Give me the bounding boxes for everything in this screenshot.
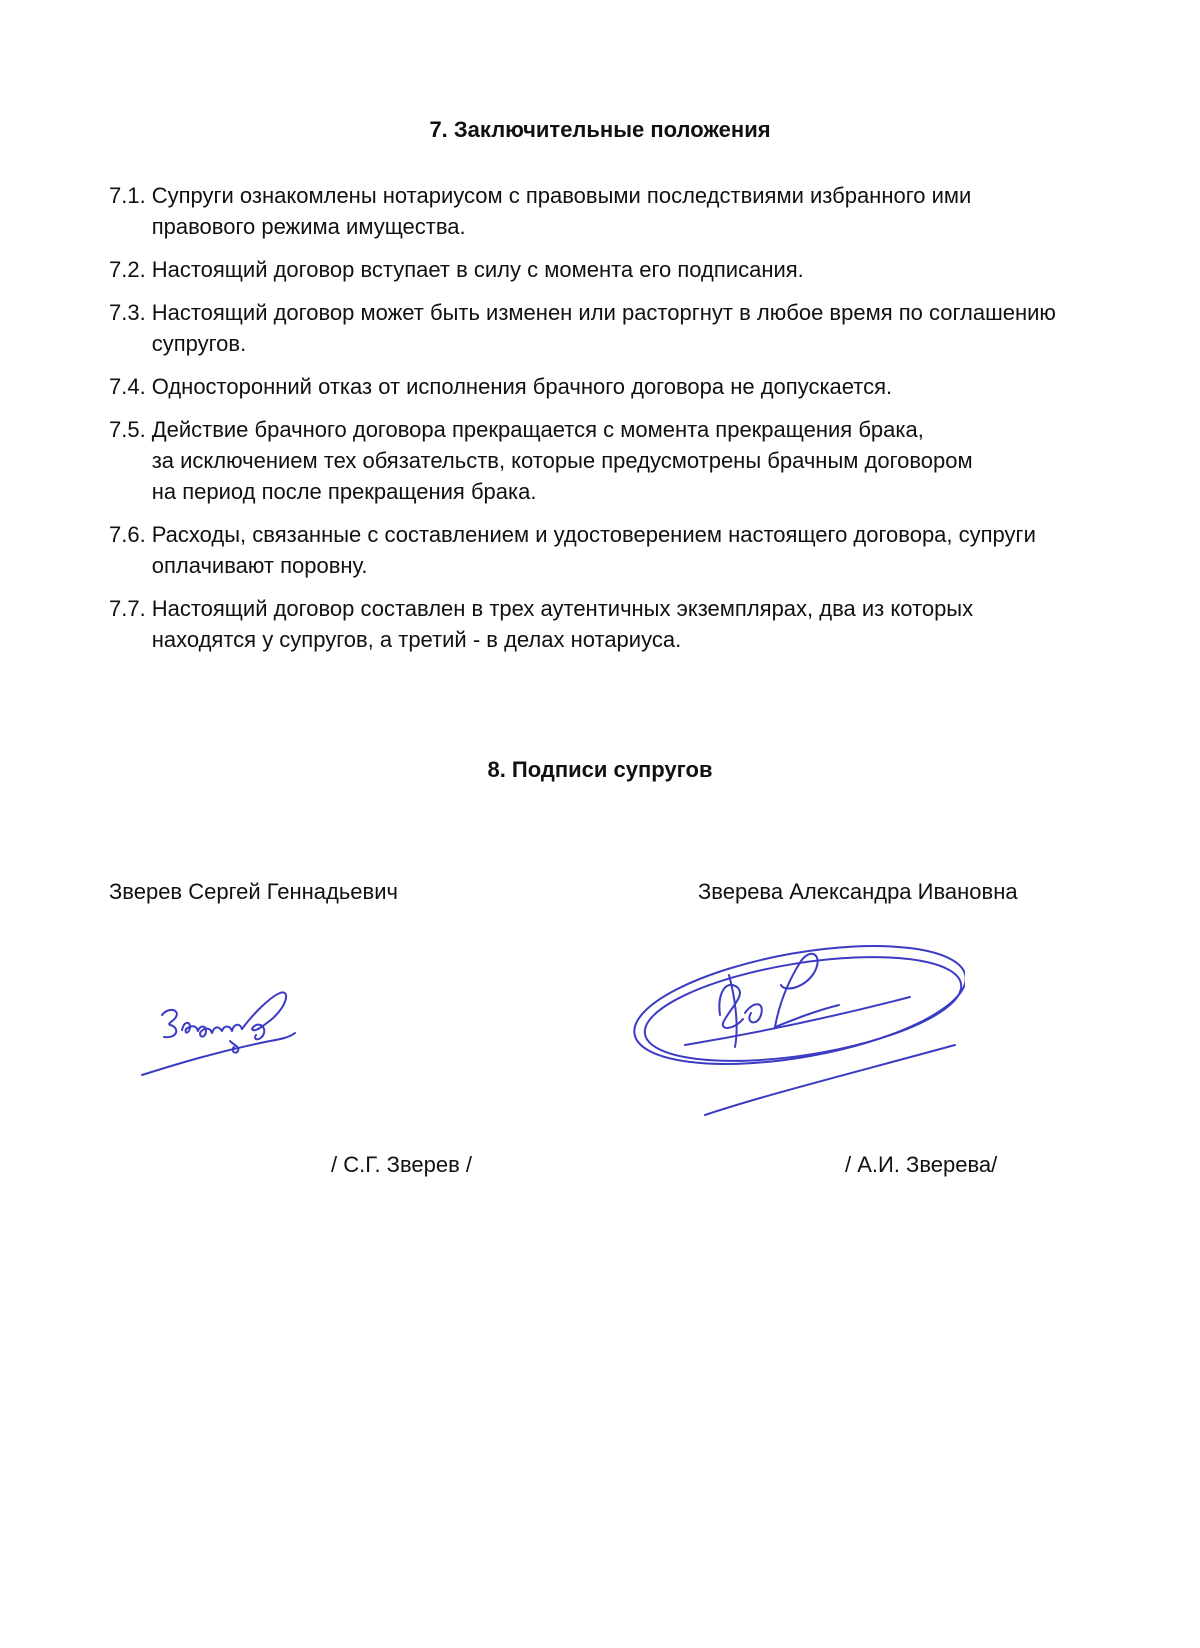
- clause-text: Односторонний отказ от исполнения брачного договора не допускается.: [151, 374, 893, 399]
- clause-number: 7.2.: [109, 257, 146, 282]
- husband-initials: / С.Г. Зверев /: [331, 1152, 473, 1177]
- husband-full-name: Зверев Сергей Геннадьевич: [109, 879, 398, 904]
- clause-text: Расходы, связанные с составлением и удостоверением настоящего договора, супруги оплачивают поровну.: [151, 522, 1036, 578]
- husband-signature: [140, 975, 320, 1085]
- clause-number: 7.5.: [109, 417, 146, 442]
- clause-7-5: [109, 414, 1109, 507]
- clause-7-6: [109, 519, 1109, 581]
- clause-number: 7.1.: [109, 183, 146, 208]
- wife-signature: [625, 935, 965, 1125]
- clause-text: Настоящий договор составлен в трех аутентичных экземплярах, два из которых находятся у супругов, а третий - в делах нотариуса.: [151, 596, 974, 652]
- clause-7-4: [109, 371, 1109, 402]
- clause-text: Действие брачного договора прекращается с момента прекращения брака, за исключением тех обязательств, которые предусмотрены брачным договором на период после прекращения брака.: [151, 417, 973, 504]
- section-7-title: 7. Заключительные положения: [429, 117, 771, 142]
- clause-text: Настоящий договор может быть изменен или расторгнут в любое время по соглашению супругов.: [151, 300, 1056, 356]
- clause-7-7: [109, 593, 1109, 655]
- clause-text: Настоящий договор вступает в силу с момента его подписания.: [151, 257, 804, 282]
- clause-text: Супруги ознакомлены нотариусом с правовыми последствиями избранного ими правового режима имущества.: [151, 183, 972, 239]
- clause-number: 7.4.: [109, 374, 146, 399]
- clause-number: 7.7.: [109, 596, 146, 621]
- section-8-title: 8. Подписи супругов: [487, 757, 713, 782]
- wife-initials: / А.И. Зверева/: [845, 1152, 998, 1177]
- wife-full-name: Зверева Александра Ивановна: [698, 879, 1018, 904]
- clause-number: 7.3.: [109, 300, 146, 325]
- clause-7-2: [109, 254, 1109, 285]
- clause-7-3: [109, 297, 1109, 359]
- clauses-list: [109, 180, 1109, 667]
- clause-number: 7.6.: [109, 522, 146, 547]
- clause-7-1: [109, 180, 1109, 242]
